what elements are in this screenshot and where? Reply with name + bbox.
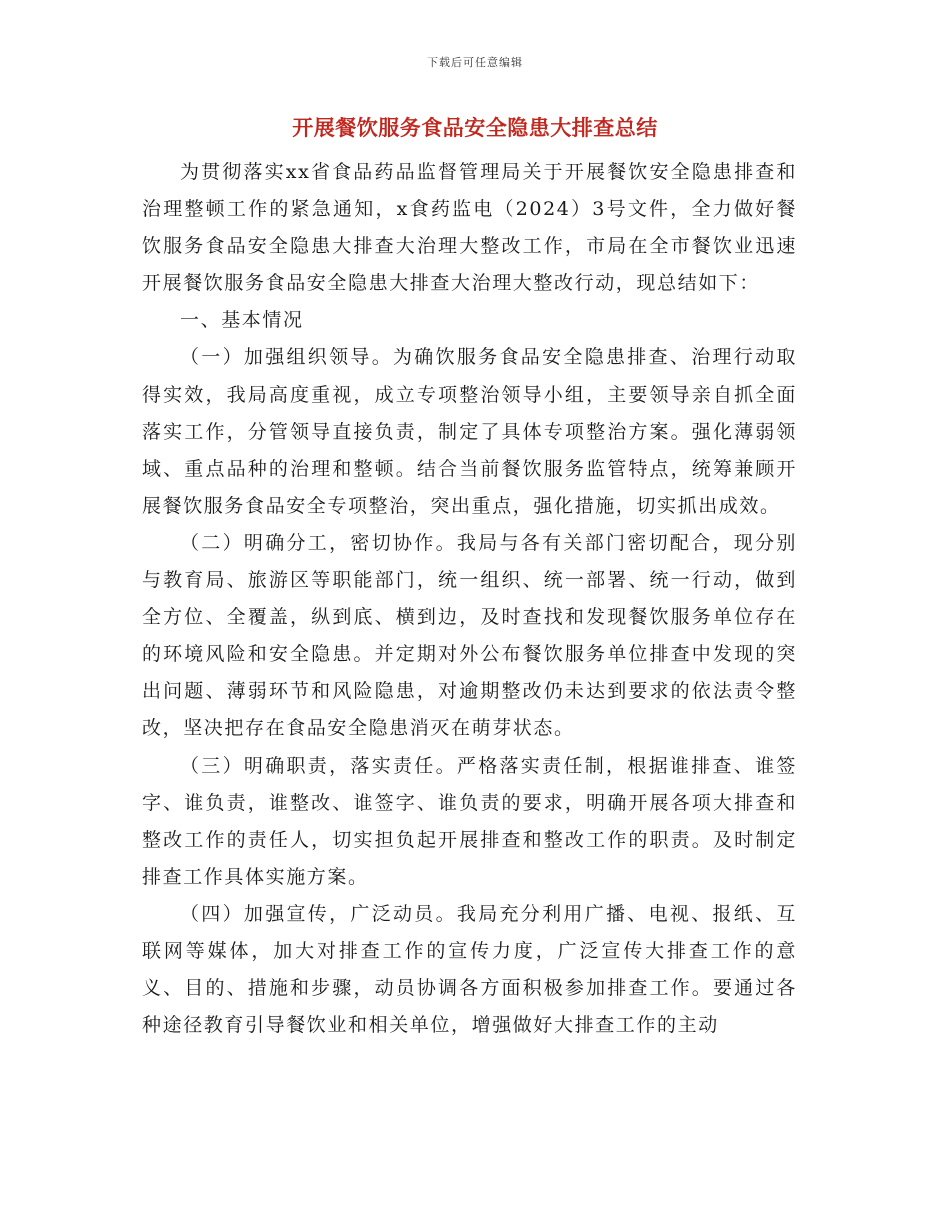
paragraph-publicity: （四）加强宣传，广泛动员。我局充分利用广播、电视、报纸、互联网等媒体，加大对排查工作的宣传力度，广泛宣传大排查工作的意义、目的、措施和步骤，动员协调各方面积极参加排查工作。要通过各种途径教育引导餐饮业和相关单位，增强做好大排查工作的主动	[142, 902, 797, 1037]
paragraph-division-cooperation: （二）明确分工，密切协作。我局与各有关部门密切配合，现分别与教育局、旅游区等职能部门，统一组织、统一部署、统一行动，做到全方位、全覆盖，纵到底、横到边，及时查找和发现餐饮服务单位存在的环境风险和安全隐患。并定期对外公布餐饮服务单位排查中发现的突出问题、薄弱环节和风险隐患，对逾期整改仍未达到要求的依法责令整改，坚决把存在食品安全隐患消灭在萌芽状态。	[142, 531, 797, 740]
paragraph-responsibilities: （三）明确职责，落实责任。严格落实责任制，根据谁排查、谁签字、谁负责，谁整改、谁签字、谁负责的要求，明确开展各项大排查和整改工作的责任人，切实担负起开展排查和整改工作的职责。及时制定排查工作具体实施方案。	[142, 754, 797, 888]
paragraph-organization-leadership: （一）加强组织领导。为确饮服务食品安全隐患排查、治理行动取得实效，我局高度重视，成立专项整治领导小组，主要领导亲自抓全面落实工作，分管领导直接负责，制定了具体专项整治方案。强化薄弱领域、重点品种的治理和整顿。结合当前餐饮服务监管特点，统筹兼顾开展餐饮服务食品安全专项整治，突出重点，强化措施，切实抓出成效。	[142, 346, 797, 517]
paragraph-intro: 为贯彻落实xx省食品药品监督管理局关于开展餐饮安全隐患排查和治理整顿工作的紧急通知，x食药监电（2024）3号文件，全力做好餐饮服务食品安全隐患大排查大治理大整改工作，市局在全市餐饮业迅速开展餐饮服务食品安全隐患大排查大治理大整改行动，现总结如下：	[142, 161, 797, 295]
document-body	[142, 154, 797, 1044]
document-title: 开展餐饮服务食品安全隐患大排查总结	[292, 116, 658, 140]
section-heading-basic-situation: 一、基本情况	[180, 309, 304, 332]
header-note: 下载后可任意编辑	[427, 56, 523, 69]
